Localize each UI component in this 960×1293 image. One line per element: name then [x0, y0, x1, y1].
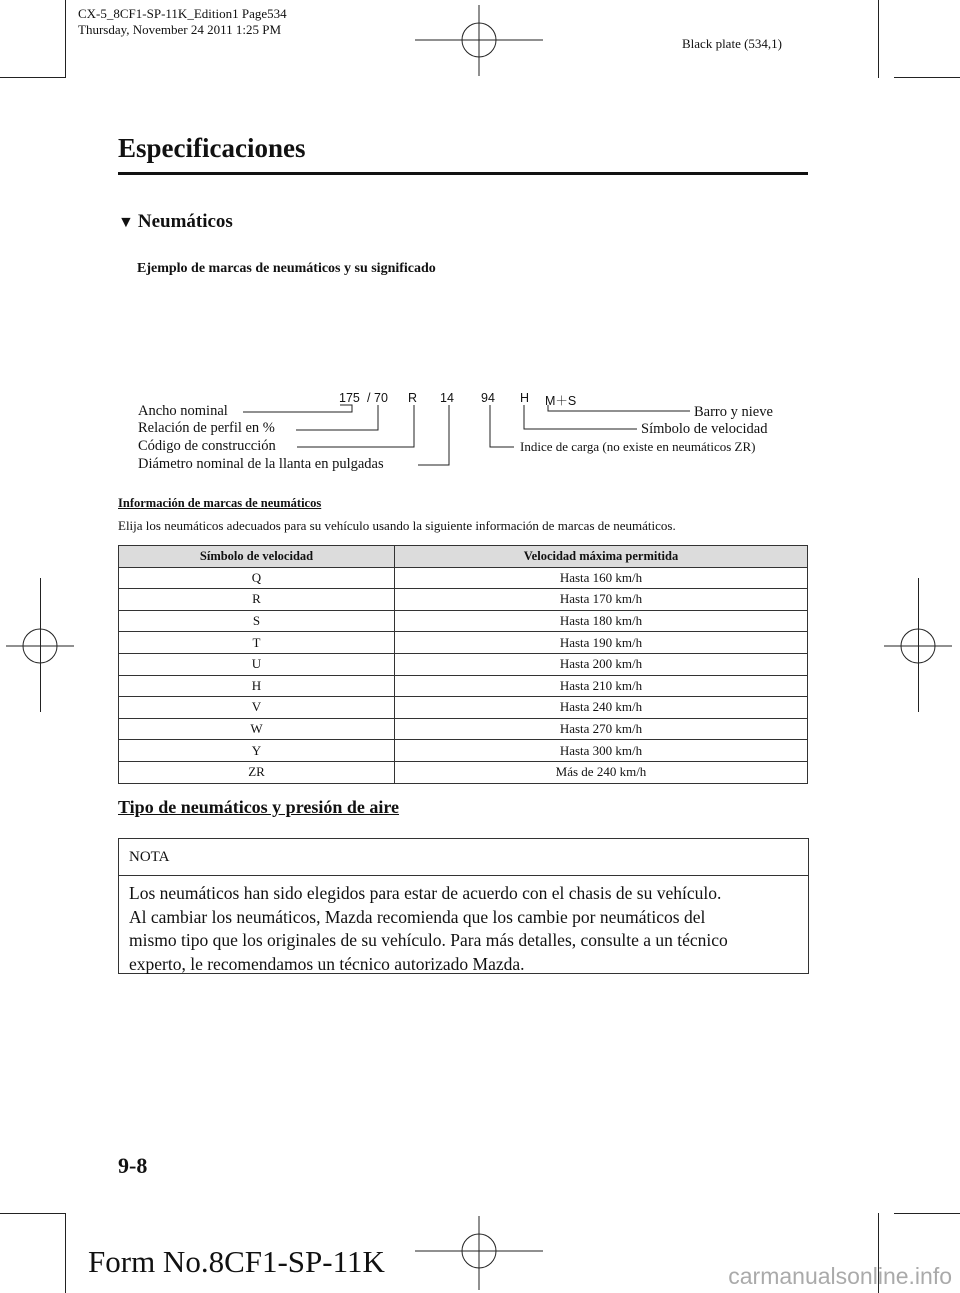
speed-rating-table: [118, 545, 808, 784]
max-speed: Hasta 180 km/h: [395, 610, 808, 632]
subsection-label: Neumáticos: [137, 211, 233, 232]
speed-symbol: W: [119, 718, 395, 740]
max-speed: Hasta 200 km/h: [395, 653, 808, 675]
table-header-row: [119, 546, 808, 568]
table-row: [119, 740, 808, 762]
form-number: Form No.8CF1-SP-11K: [88, 1244, 385, 1279]
table-row: [119, 610, 808, 632]
note-line: mismo tipo que los originales de su vehículo. Para más detalles, consulte a un técnico: [129, 930, 728, 950]
file-line: CX-5_8CF1-SP-11K_Edition1 Page534: [78, 6, 287, 21]
note-box: [118, 838, 809, 974]
speed-symbol: ZR: [119, 761, 395, 783]
plate-label: Black plate (534,1): [682, 36, 782, 51]
note-line: Al cambiar los neumáticos, Mazda recomienda que los cambie por neumáticos del: [129, 906, 706, 927]
diagram-caption: Ejemplo de marcas de neumáticos y su significado: [137, 261, 436, 276]
watermark: carmanualsonline.info: [728, 1263, 952, 1289]
label-codigo: Código de construcción: [138, 438, 276, 454]
table-row: [119, 632, 808, 654]
speed-symbol: Q: [119, 567, 395, 589]
code-load: 94: [481, 391, 495, 405]
speed-symbol: V: [119, 697, 395, 719]
max-speed: Hasta 270 km/h: [395, 718, 808, 740]
table-row: [119, 697, 808, 719]
info-text: Elija los neumáticos adecuados para su vehículo usando la siguiente información de marcas de neumáticos.: [118, 518, 676, 533]
speed-symbol: U: [119, 653, 395, 675]
diagram-leader-lines: [0, 0, 960, 500]
column-header: Velocidad máxima permitida: [395, 546, 808, 568]
code-speed: H: [520, 391, 530, 405]
table-row: [119, 718, 808, 740]
max-speed: Hasta 240 km/h: [395, 697, 808, 719]
speed-symbol: T: [119, 632, 395, 654]
speed-symbol: Y: [119, 740, 395, 762]
column-header: Símbolo de velocidad: [119, 546, 395, 568]
table-row: [119, 653, 808, 675]
page-number: 9-8: [118, 1153, 148, 1178]
code-ratio: 70: [374, 391, 388, 405]
table-row: [119, 589, 808, 611]
max-speed: Más de 240 km/h: [395, 761, 808, 783]
code-width: 175: [339, 391, 360, 405]
speed-symbol: H: [119, 675, 395, 697]
note-body: [119, 876, 808, 982]
max-speed: Hasta 300 km/h: [395, 740, 808, 762]
code-slash: /: [367, 391, 371, 405]
table-row: [119, 761, 808, 783]
code-diameter: 14: [440, 391, 454, 405]
note-line: Los neumáticos han sido elegidos para estar de acuerdo con el chasis de su vehículo.: [129, 883, 722, 903]
table-row: [119, 567, 808, 589]
max-speed: Hasta 160 km/h: [395, 567, 808, 589]
label-relacion: Relación de perfil en %: [138, 420, 275, 436]
max-speed: Hasta 210 km/h: [395, 675, 808, 697]
code-mud-snow: M＋S: [545, 394, 577, 408]
label-barro: Barro y nieve: [694, 404, 773, 420]
date-line: Thursday, November 24 2011 1:25 PM: [78, 22, 282, 37]
speed-symbol: R: [119, 589, 395, 611]
code-construction: R: [408, 391, 418, 405]
label-diametro: Diámetro nominal de la llanta en pulgadas: [138, 456, 384, 472]
label-simbolo: Símbolo de velocidad: [641, 421, 768, 437]
max-speed: Hasta 170 km/h: [395, 589, 808, 611]
note-heading: NOTA: [119, 839, 808, 876]
triangle-icon: ▼: [118, 214, 134, 231]
label-ancho: Ancho nominal: [138, 403, 228, 419]
max-speed: Hasta 190 km/h: [395, 632, 808, 654]
note-line: experto, le recomendamos un técnico autorizado Mazda.: [129, 953, 525, 974]
label-indice: Indice de carga (no existe en neumáticos ZR): [520, 439, 756, 454]
tire-section-title: Tipo de neumáticos y presión de aire: [118, 797, 400, 817]
table-row: [119, 675, 808, 697]
speed-symbol: S: [119, 610, 395, 632]
section-title: Especificaciones: [118, 133, 306, 163]
info-title: Información de marcas de neumáticos: [118, 496, 322, 510]
